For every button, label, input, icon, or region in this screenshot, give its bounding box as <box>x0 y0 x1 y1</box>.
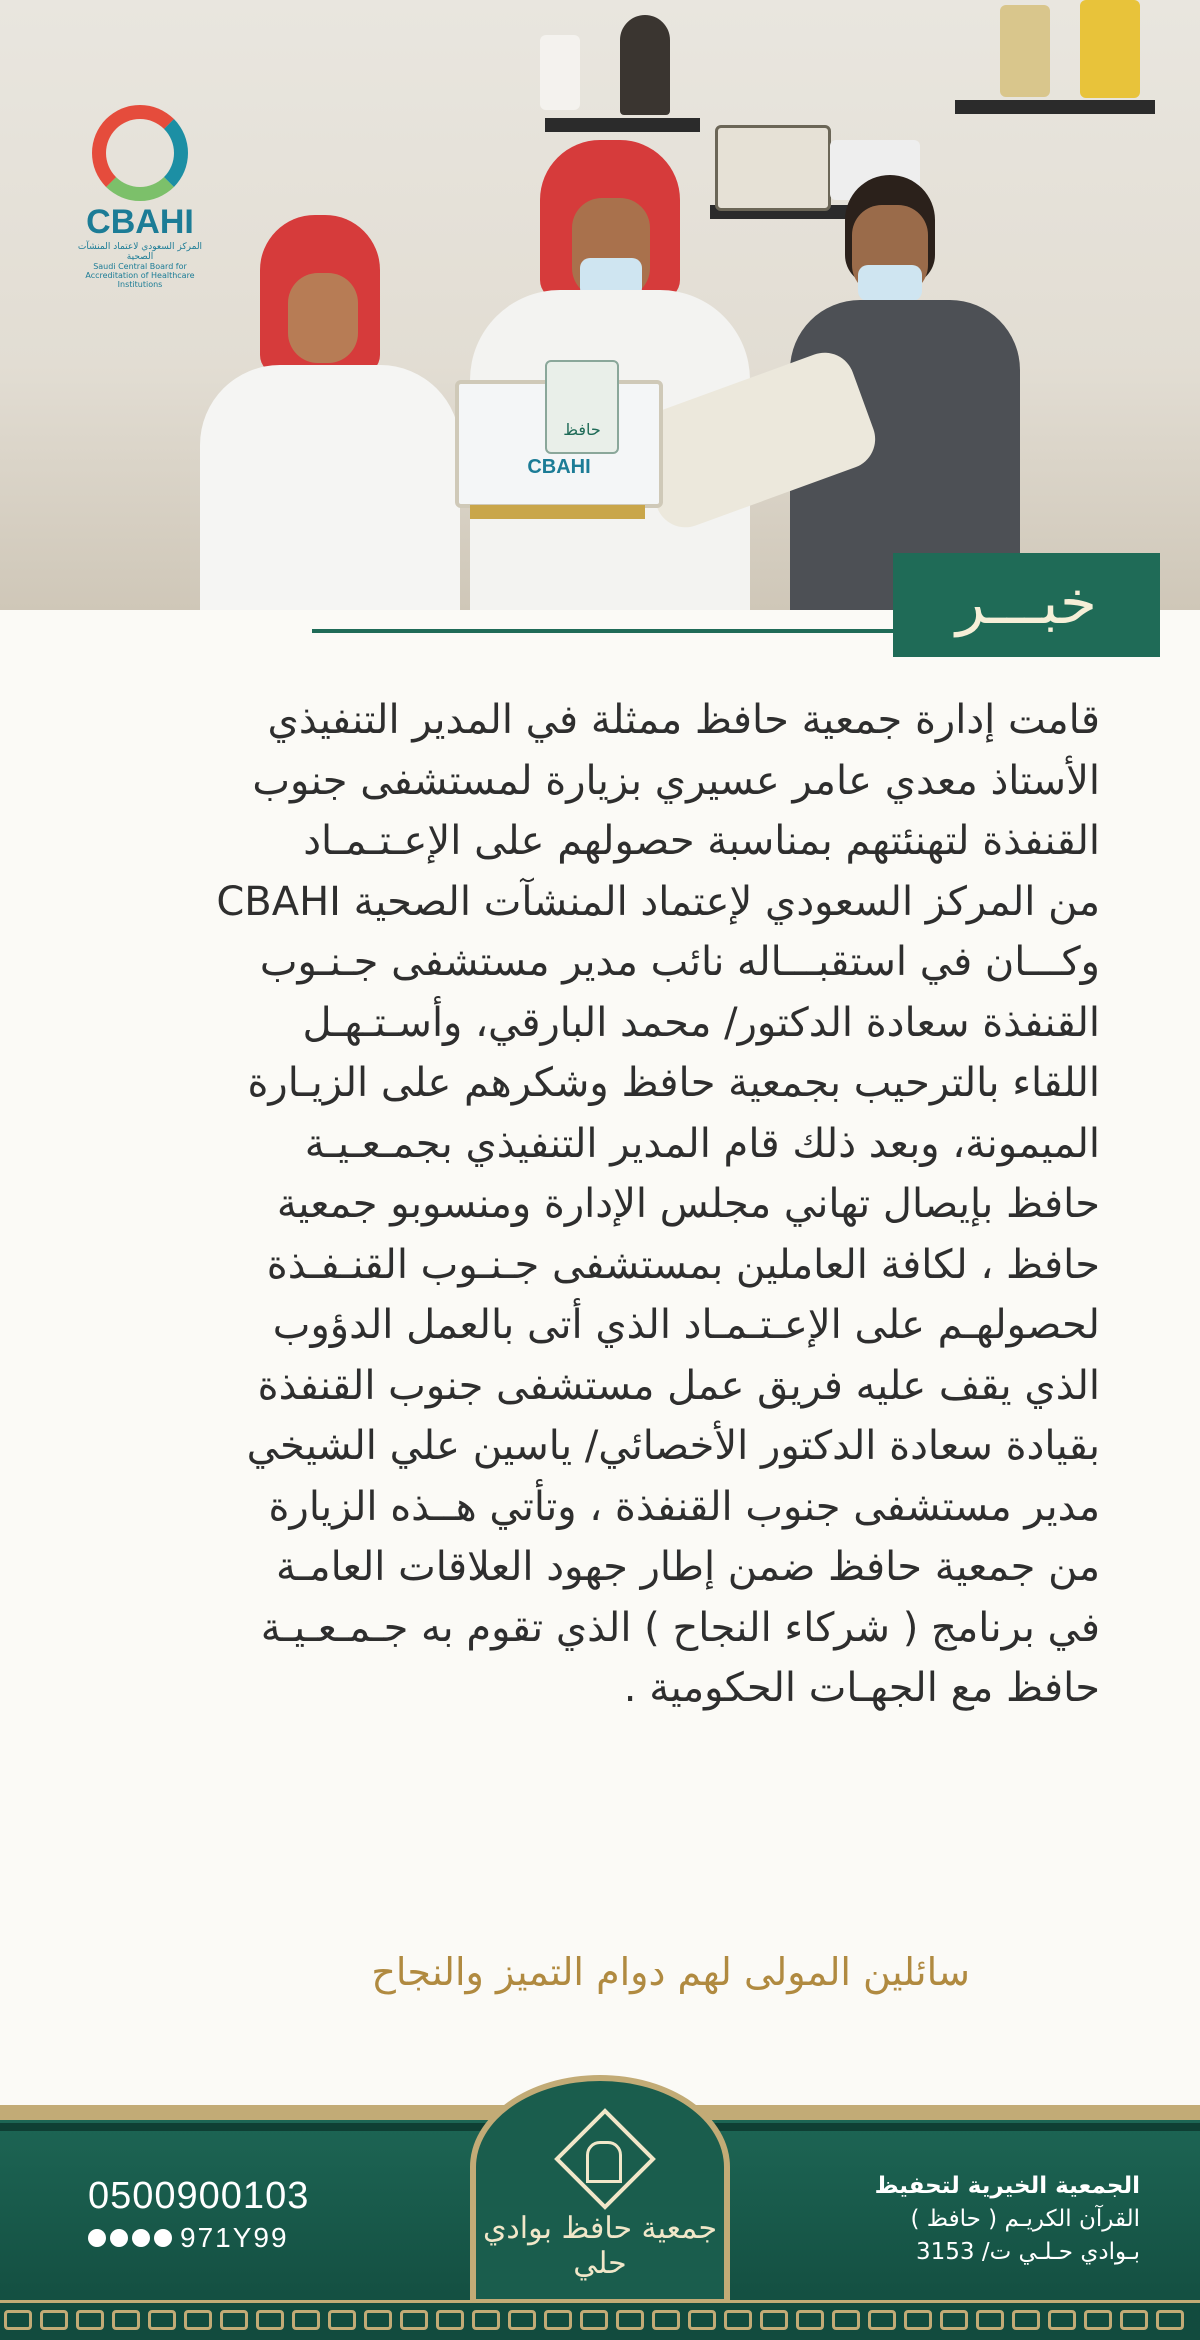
border-motif <box>472 2310 500 2330</box>
person-left <box>200 215 460 610</box>
article-body <box>90 690 1100 1719</box>
article-line: من المركز السعودي لإعتماد المنشآت الصحية CBAHI <box>216 878 1100 925</box>
article-line: الأستاذ معدي عامر عسيري بزيارة لمستشفى جنوب <box>252 757 1100 804</box>
article-line: حافظ مع الجهـات الحكومية . <box>623 1665 1100 1711</box>
border-motif <box>220 2310 248 2330</box>
social-links <box>88 2222 289 2254</box>
emblem-script: جمعية حافظ بوادي حلي <box>482 2211 718 2281</box>
border-motif <box>760 2310 788 2330</box>
facebook-icon[interactable] <box>88 2229 106 2247</box>
article-line: مدير مستشفى جنوب القنفذة ، وتأتي هــذه الزيارة <box>268 1483 1100 1530</box>
border-motif <box>112 2310 140 2330</box>
org-info <box>850 2170 1140 2269</box>
cbahi-logo <box>70 105 210 289</box>
cbahi-sub-ar: المركز السعودي لاعتماد المنشآت الصحية <box>77 242 203 262</box>
border-motif <box>1084 2310 1112 2330</box>
plaque-logo-text: CBAHI <box>527 456 591 478</box>
border-motif <box>1012 2310 1040 2330</box>
article-line: لحصولهـم على الإعـتـمـاد الذي أتى بالعمل الدؤوب <box>272 1302 1100 1348</box>
border-motif <box>868 2310 896 2330</box>
cbahi-name: CBAHI <box>86 203 194 241</box>
border-motif <box>1156 2310 1184 2330</box>
phone-number[interactable]: 0500900103 <box>88 2175 310 2217</box>
border-motif <box>508 2310 536 2330</box>
twitter-icon[interactable] <box>154 2229 172 2247</box>
trophy <box>540 35 580 110</box>
border-motif <box>328 2310 356 2330</box>
article-line: وكـــان في استقبـــاله نائب مدير مستشفى جـنـوب <box>259 939 1100 985</box>
border-motif <box>580 2310 608 2330</box>
org-line-1: الجمعية الخيرية لتحفيظ <box>874 2173 1140 2199</box>
border-motif <box>832 2310 860 2330</box>
border-motif <box>292 2310 320 2330</box>
article-line: اللقاء بالترحيب بجمعية حافظ وشكرهم على الزيـارة <box>247 1060 1100 1106</box>
social-handle: 971Y99 <box>180 2222 289 2253</box>
trophy <box>1080 0 1140 98</box>
border-motif <box>4 2310 32 2330</box>
header-photo <box>0 0 1200 610</box>
article-line: القنفذة لتهنئتهم بمناسبة حصولهم على الإعـتـمـاد <box>303 818 1100 864</box>
border-motif <box>256 2310 284 2330</box>
border-motif <box>148 2310 176 2330</box>
trophy <box>1000 5 1050 97</box>
instagram-icon[interactable] <box>132 2229 150 2247</box>
org-line-2: القرآن الكريـم ( حافظ ) <box>910 2206 1140 2232</box>
border-motif <box>1048 2310 1076 2330</box>
emblem-arch-icon <box>586 2141 622 2183</box>
plaque-org-name: حافظ <box>563 420 601 439</box>
border-motif <box>1120 2310 1148 2330</box>
border-motif <box>652 2310 680 2330</box>
article-line: الذي يقف عليه فريق عمل مستشفى جنوب القنفذة <box>257 1362 1100 1409</box>
border-motif <box>688 2310 716 2330</box>
border-motif <box>544 2310 572 2330</box>
article-line: بقيادة سعادة الدكتور الأخصائي/ ياسين علي الشيخي <box>246 1423 1100 1469</box>
trophy <box>620 15 670 115</box>
cbahi-sub-en: Saudi Central Board for Accreditation of Healthcare Institutions <box>85 262 195 289</box>
border-motif <box>904 2310 932 2330</box>
border-motif <box>724 2310 752 2330</box>
border-motif <box>364 2310 392 2330</box>
article-line: حافظ بإيصال تهاني مجلس الإدارة ومنسوبو جمعية <box>276 1181 1100 1227</box>
plaque-org-emblem <box>545 360 619 454</box>
news-tag-line <box>312 629 893 633</box>
news-tag: خبـــر <box>893 553 1160 657</box>
border-motif <box>40 2310 68 2330</box>
border-motif <box>184 2310 212 2330</box>
article-line: قامت إدارة جمعية حافظ ممثلة في المدير التنفيذي <box>267 697 1100 743</box>
org-emblem <box>470 2075 730 2305</box>
border-motif <box>976 2310 1004 2330</box>
border-motif <box>940 2310 968 2330</box>
border-motif <box>796 2310 824 2330</box>
border-motif <box>76 2310 104 2330</box>
snapchat-icon[interactable] <box>110 2229 128 2247</box>
cbahi-ring-icon <box>92 105 188 201</box>
decorative-border <box>0 2300 1200 2340</box>
plaque-base <box>470 505 645 519</box>
article-line: في برنامج ( شركاء النجاح ) الذي تقوم به جـمـعـيـة <box>260 1604 1100 1651</box>
wall-shelf <box>545 118 700 132</box>
border-motif <box>616 2310 644 2330</box>
article-line: الميمونة، وبعد ذلك قام المدير التنفيذي بجمـعـيـة <box>304 1120 1100 1167</box>
border-motif <box>400 2310 428 2330</box>
article-line: من جمعية حافظ ضمن إطار جهود العلاقات العامـة <box>276 1544 1100 1590</box>
article-line: القنفذة سعادة الدكتور/ محمد البارقي، وأسـتـهـل <box>302 999 1100 1046</box>
wall-shelf <box>955 100 1155 114</box>
closing-prayer: سائلين المولى لهم دوام التميز والنجاح <box>371 1950 970 1994</box>
article-line: حافظ ، لكافة العاملين بمستشفى جـنـوب القنـفـذة <box>266 1241 1100 1288</box>
org-line-3: بـوادي حـلـي ت/ 3153 <box>915 2239 1140 2265</box>
border-motif <box>436 2310 464 2330</box>
